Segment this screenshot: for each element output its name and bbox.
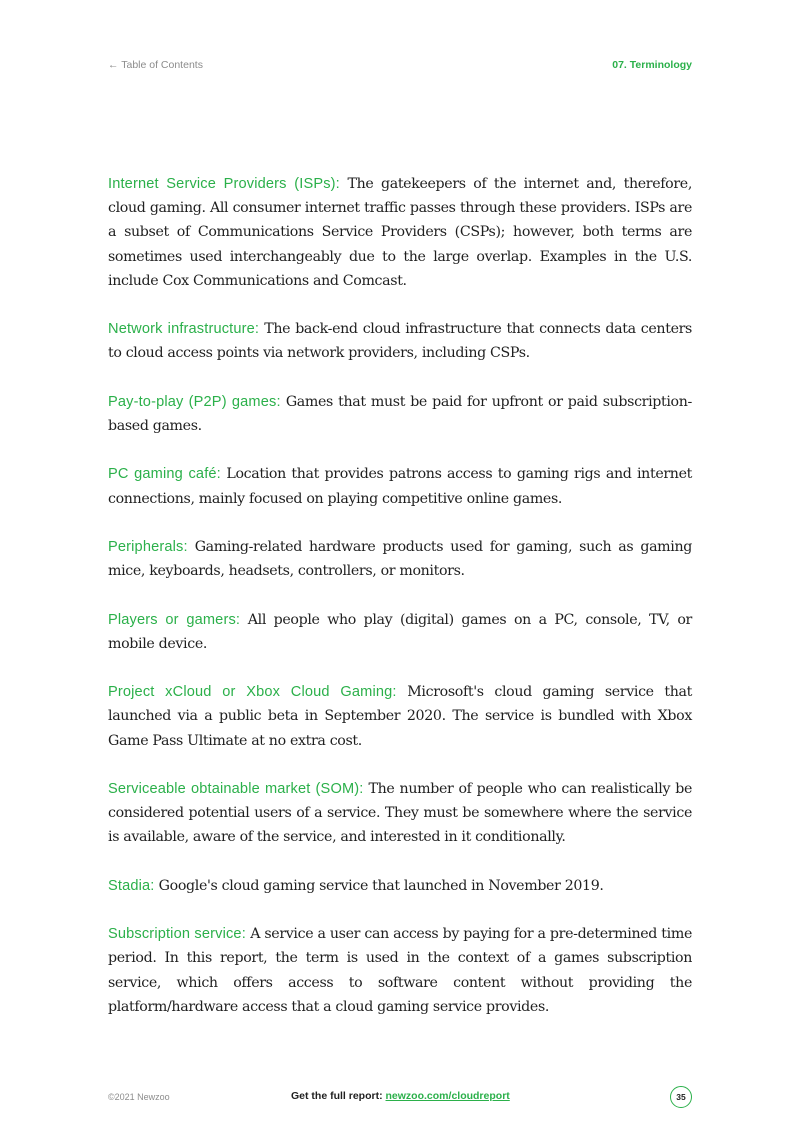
glossary-term: Network infrastructure: — [108, 321, 260, 338]
glossary-definition: Google's cloud gaming service that launched in November 2019. — [158, 877, 604, 894]
glossary-definition: The gatekeepers of the internet and, therefore, cloud gaming. All consumer internet traffic passes through these providers. ISPs are a subset of Communications Service Providers (CSPs); however, both terms are sometimes used interchangeably due to the large overlap. Examples in the U.S. include Cox Communications and Comcast. — [108, 176, 692, 289]
glossary-entry-subscription-service — [108, 922, 692, 1019]
copyright-notice: ©2021 Newzoo — [108, 1092, 170, 1102]
glossary-definition: The number of people who can realistically be considered potential users of a service. They must be somewhere where the service is available, aware of the service, and interested in it conditionally. — [108, 780, 692, 846]
glossary-entry-stadia — [108, 874, 692, 898]
table-of-contents-link[interactable]: ← Table of Contents — [108, 59, 203, 71]
glossary-term: Peripherals: — [108, 538, 188, 555]
glossary-term: Pay-to-play (P2P) games: — [108, 393, 281, 410]
glossary-entry-som — [108, 777, 692, 850]
glossary-entry-isps — [108, 172, 692, 293]
page-footer — [108, 1086, 692, 1110]
glossary-entry-project-xcloud — [108, 680, 692, 753]
page-header — [108, 59, 692, 73]
glossary-definition: Games that must be paid for upfront or paid subscription-based games. — [108, 393, 692, 434]
glossary-entry-players — [108, 608, 692, 656]
glossary-definition: Location that provides patrons access to gaming rigs and internet connections, mainly focused on playing competitive online games. — [108, 466, 692, 507]
glossary-entry-peripherals — [108, 535, 692, 583]
glossary-entry-network-infrastructure — [108, 317, 692, 365]
report-link[interactable]: newzoo.com/cloudreport — [385, 1090, 510, 1102]
glossary-term: Project xCloud or Xbox Cloud Gaming: — [108, 684, 397, 701]
glossary-term: PC gaming café: — [108, 466, 221, 483]
glossary-term: Internet Service Providers (ISPs): — [108, 176, 340, 192]
glossary-term: Subscription service: — [108, 926, 246, 943]
glossary-term: Stadia: — [108, 877, 155, 894]
full-report-cta — [291, 1090, 510, 1102]
glossary-definition: Microsoft's cloud gaming service that launched via a public beta in September 2020. The service is bundled with Xbox Game Pass Ultimate at no extra cost. — [108, 684, 692, 749]
section-title: 07. Terminology — [612, 59, 692, 71]
glossary-definition: Gaming-related hardware products used for gaming, such as gaming mice, keyboards, headsets, controllers, or monitors. — [108, 538, 692, 580]
glossary-definition: All people who play (digital) games on a PC, console, TV, or mobile device. — [108, 611, 692, 652]
glossary-entry-pay-to-play — [108, 390, 692, 438]
page-number-badge: 35 — [670, 1086, 692, 1108]
glossary-term: Players or gamers: — [108, 611, 241, 628]
glossary-entry-pc-gaming-cafe — [108, 462, 692, 510]
terminology-list — [108, 172, 692, 1043]
glossary-term: Serviceable obtainable market (SOM): — [108, 780, 364, 797]
glossary-definition: The back-end cloud infrastructure that connects data centers to cloud access points via network providers, including CSPs. — [108, 321, 692, 362]
cta-label: Get the full report: — [291, 1090, 383, 1102]
glossary-definition: A service a user can access by paying for a pre-determined time period. In this report, the term is used in the context of a games subscription service, which offers access to software content without providing the platform/hardware access that a cloud gaming service provides. — [108, 926, 692, 1015]
